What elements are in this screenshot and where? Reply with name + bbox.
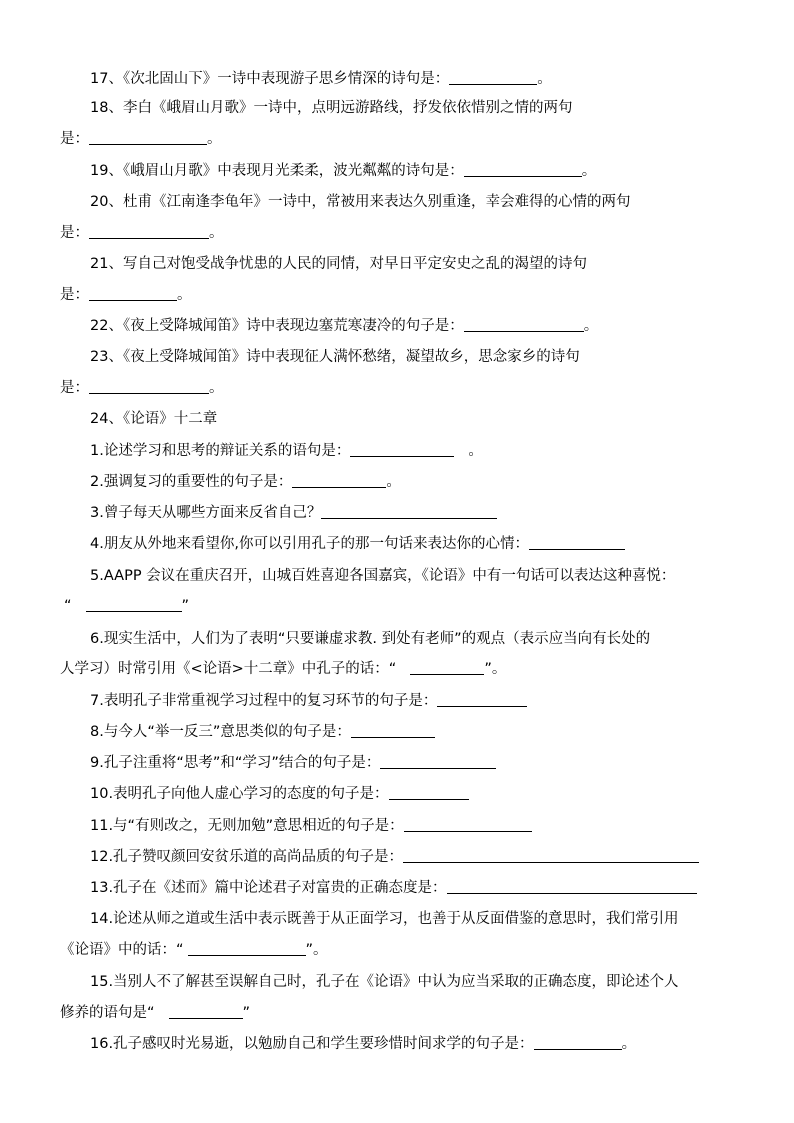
answer-blank[interactable] xyxy=(464,162,582,177)
question-10: 10.表明孔子向他人虚心学习的态度的句子是： xyxy=(90,784,469,804)
question-6-line1: 6.现实生活中，人们为了表明“只要谦虚求教. 到处有老师”的观点（表示应当向有长处的 xyxy=(90,631,651,647)
answer-blank[interactable] xyxy=(403,848,699,863)
answer-blank[interactable] xyxy=(351,723,435,738)
question-6-line2: 人学习）时常引用《<论语>十二章》中孔子的话：“ ”。 xyxy=(60,661,507,677)
answer-blank[interactable] xyxy=(389,785,469,800)
item-23-line2: 是： 。 xyxy=(60,380,224,396)
question-12: 12.孔子赞叹颜回安贫乐道的高尚品质的句子是： xyxy=(90,847,699,867)
answer-blank[interactable] xyxy=(529,535,625,550)
question-15-line1: 15.当别人不了解甚至误解自己时，孔子在《论语》中认为应当采取的正确态度，即论述个人 xyxy=(90,974,679,990)
answer-blank[interactable] xyxy=(449,70,537,85)
question-9: 9.孔子注重将“思考”和“学习”结合的句子是： xyxy=(90,753,496,773)
question-13: 13.孔子在《述而》篇中论述君子对富贵的正确态度是： xyxy=(90,878,697,898)
answer-blank[interactable] xyxy=(437,692,527,707)
item-20-line1: 20、杜甫《江南逢李龟年》一诗中，常被用来表达久别重逢，幸会难得的心情的两句 xyxy=(90,194,631,210)
section-heading: 24、《论语》十二章 xyxy=(90,411,218,427)
item-18-line2: 是： 。 xyxy=(60,131,222,147)
answer-blank[interactable] xyxy=(410,660,484,675)
answer-blank[interactable] xyxy=(169,1004,243,1019)
item-21-line2: 是： 。 xyxy=(60,287,192,303)
question-11: 11.与“有则改之，无则加勉”意思相近的句子是： xyxy=(90,816,532,836)
question-5-line2: “ ” xyxy=(64,598,190,614)
item-23-line1: 23、《夜上受降城闻笛》诗中表现征人满怀愁绪，凝望故乡，思念家乡的诗句 xyxy=(90,349,580,365)
question-14-line2: 《论语》中的话：“ ”。 xyxy=(60,942,328,958)
answer-blank[interactable] xyxy=(89,130,207,145)
answer-blank[interactable] xyxy=(534,1035,622,1050)
answer-blank[interactable] xyxy=(447,879,697,894)
item-22: 22、《夜上受降城闻笛》诗中表现边塞荒寒凄冷的句子是： 。 xyxy=(90,318,599,334)
answer-blank[interactable] xyxy=(86,597,182,612)
answer-blank[interactable] xyxy=(292,473,386,488)
question-2: 2.强调复习的重要性的句子是： 。 xyxy=(90,474,401,490)
answer-blank[interactable] xyxy=(380,754,496,769)
answer-blank[interactable] xyxy=(321,504,497,519)
question-7: 7.表明孔子非常重视学习过程中的复习环节的句子是： xyxy=(90,691,527,711)
question-5-line1: 5.AAPP 会议在重庆召开，山城百姓喜迎各国嘉宾，《论语》中有一句话可以表达这种喜悦： xyxy=(90,568,676,584)
answer-blank[interactable] xyxy=(464,317,584,332)
item-17: 17、《次北固山下》一诗中表现游子思乡情深的诗句是： 。 xyxy=(90,71,552,87)
answer-blank[interactable] xyxy=(350,442,454,457)
item-18-line1: 18、李白《峨眉山月歌》一诗中，点明远游路线，抒发依依惜别之情的两句 xyxy=(90,100,573,116)
answer-blank[interactable] xyxy=(89,379,209,394)
answer-blank[interactable] xyxy=(404,817,532,832)
item-19: 19、《峨眉山月歌》中表现月光柔柔，波光粼粼的诗句是： 。 xyxy=(90,163,597,179)
question-4: 4.朋友从外地来看望你,你可以引用孔子的那一句话来表达你的心情： xyxy=(90,534,625,554)
question-8: 8.与今人“举一反三”意思类似的句子是： xyxy=(90,722,435,742)
answer-blank[interactable] xyxy=(188,941,306,956)
question-1: 1.论述学习和思考的辩证关系的语句是： 。 xyxy=(90,443,483,459)
question-14-line1: 14.论述从师之道或生活中表示既善于从正面学习，也善于从反面借鉴的意思时，我们常引用 xyxy=(90,911,679,927)
answer-blank[interactable] xyxy=(89,286,177,301)
item-20-line2: 是： 。 xyxy=(60,225,224,241)
question-3: 3.曾子每天从哪些方面来反省自己？ xyxy=(90,503,497,523)
question-15-line2: 修养的语句是“ ” xyxy=(60,1005,251,1021)
question-16: 16.孔子感叹时光易逝，以勉励自己和学生要珍惜时间求学的句子是： 。 xyxy=(90,1036,637,1052)
answer-blank[interactable] xyxy=(89,224,209,239)
item-21-line1: 21、写自己对饱受战争忧患的人民的同情，对早日平定安史之乱的渴望的诗句 xyxy=(90,256,587,272)
